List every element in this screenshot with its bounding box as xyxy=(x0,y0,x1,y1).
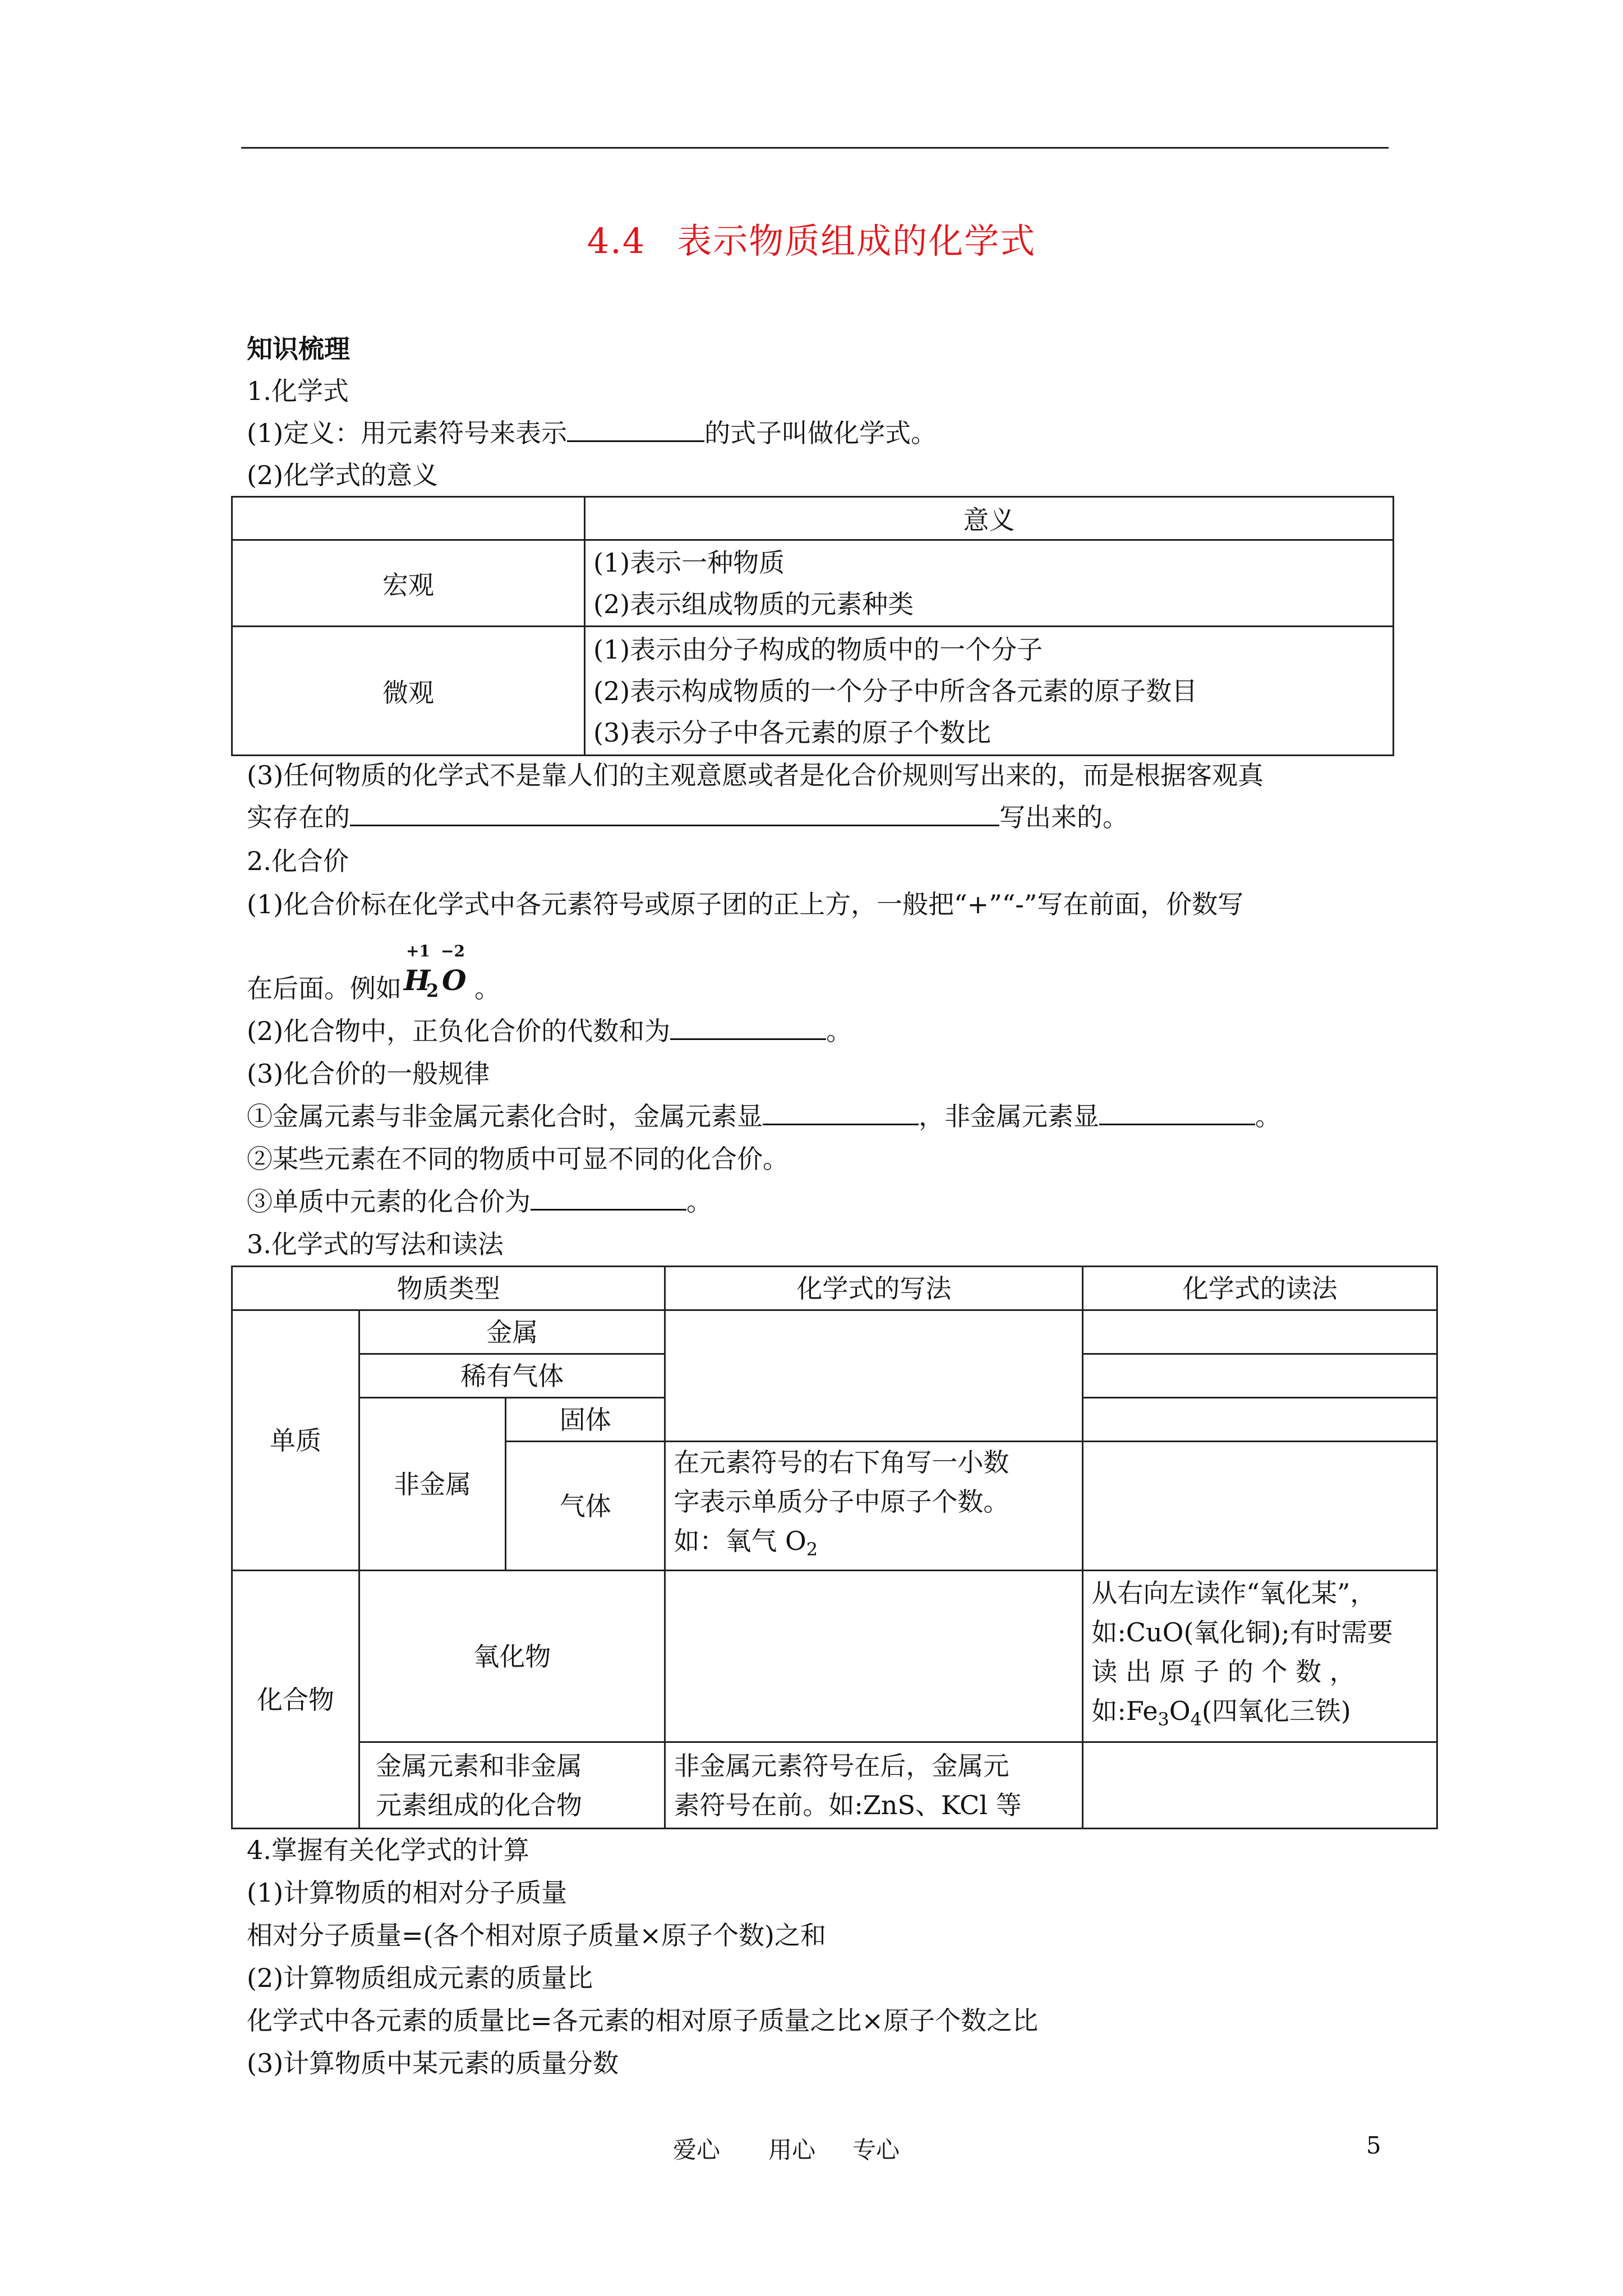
metal-nonmetal-compound-label xyxy=(359,1742,665,1829)
s2-p2 xyxy=(247,1013,852,1049)
solid-read-cell xyxy=(1083,1398,1437,1442)
gas-label: 气体 xyxy=(506,1442,665,1571)
gas-write-cell xyxy=(665,1442,1083,1571)
s1-definition xyxy=(247,415,937,451)
valence-example-formula xyxy=(402,942,474,1001)
s1-p3-after: 写出来的。 xyxy=(999,802,1128,832)
rule1-c: 。 xyxy=(1255,1101,1281,1131)
s2-p2-before: (2)化合物中，正负化合价的代数和为 xyxy=(247,1016,671,1046)
col-write: 化学式的写法 xyxy=(665,1267,1083,1310)
col-type: 物质类型 xyxy=(232,1267,665,1310)
o-symbol: O xyxy=(442,964,467,997)
gas-write-line: 在元素符号的右下角写一小数 xyxy=(674,1447,1009,1478)
fe-subscript: 3 xyxy=(1158,1709,1169,1730)
micro-label: 微观 xyxy=(232,627,585,756)
oxide-label: 氧化物 xyxy=(359,1571,665,1742)
section-heading: 知识梳理 xyxy=(247,334,350,364)
h-valence: +1 xyxy=(406,942,430,960)
s1-meaning-heading: (2)化学式的意义 xyxy=(247,460,439,490)
oxygen-example: 如：氧气 O xyxy=(674,1526,806,1556)
footer-motto-2: 用心 xyxy=(768,2136,816,2164)
s4-line: 化学式中各元素的质量比=各元素的相对原子质量之比×原子个数之比 xyxy=(247,2005,1039,2036)
meaning-table xyxy=(231,496,1394,756)
macro-item: (2)表示组成物质的元素种类 xyxy=(593,588,914,619)
s4-heading: 4.掌握有关化学式的计算 xyxy=(247,1835,529,1865)
micro-items xyxy=(585,627,1394,756)
macro-label: 宏观 xyxy=(232,540,585,627)
macro-item: (1)表示一种物质 xyxy=(593,547,785,578)
formula-table xyxy=(231,1266,1438,1829)
fe3o4-name: (四氧化三铁) xyxy=(1201,1696,1351,1726)
s4-line: (2)计算物质组成元素的质量比 xyxy=(247,1963,593,1993)
fill-blank xyxy=(350,800,999,826)
micro-item: (2)表示构成物质的一个分子中所含各元素的原子数目 xyxy=(593,675,1198,706)
s2-p1-after: 。 xyxy=(474,973,500,1004)
fill-blank xyxy=(1099,1099,1255,1125)
elemental-label: 单质 xyxy=(232,1310,359,1571)
page-title xyxy=(0,213,1623,263)
s2-p1-line1: (1)化合价标在化学式中各元素符号或原子团的正上方，一般把“+”“-”写在前面，价数写 xyxy=(247,889,1244,919)
mn-line: 金属元素和非金属 xyxy=(376,1750,582,1781)
metal-label: 金属 xyxy=(359,1310,665,1354)
fill-blank xyxy=(567,416,704,442)
s1-p3-before: 实存在的 xyxy=(247,802,350,832)
s1-heading: 1.化学式 xyxy=(247,376,349,406)
mn-write-line: 非金属元素符号在后，金属元 xyxy=(674,1750,1009,1781)
s1-p3-line1: (3)任何物质的化学式不是靠人们的主观意愿或者是化合价规则写出来的，而是根据客观真 xyxy=(247,760,1264,790)
o-symbol-eg: O xyxy=(1169,1696,1191,1726)
s2-p1-before: 在后面。例如 xyxy=(247,973,402,1004)
s2-rule2: ②某些元素在不同的物质中可显不同的化合价。 xyxy=(247,1144,789,1174)
noble-gas-read-cell xyxy=(1083,1354,1437,1398)
fill-blank xyxy=(670,1014,826,1040)
title-text: 表示物质组成的化学式 xyxy=(677,220,1036,261)
noble-gas-label: 稀有气体 xyxy=(359,1354,665,1398)
s1-def-before: (1)定义：用元素符号来表示 xyxy=(247,418,568,448)
s4-line: (3)计算物质中某元素的质量分数 xyxy=(247,2048,619,2078)
oxide-read-line: 如:CuO(氧化铜);有时需要 xyxy=(1091,1617,1393,1648)
gas-read-cell xyxy=(1083,1442,1437,1571)
footer-motto-3: 专心 xyxy=(852,2136,900,2164)
s2-heading: 2.化合价 xyxy=(247,846,349,876)
title-number: 4.4 xyxy=(587,220,646,261)
fill-blank xyxy=(763,1099,919,1125)
nonmetal-label: 非金属 xyxy=(359,1398,506,1571)
header-rule xyxy=(241,147,1389,149)
mn-line: 元素组成的化合物 xyxy=(376,1789,582,1820)
s4-line: (1)计算物质的相对分子质量 xyxy=(247,1878,568,1908)
meaning-table-corner xyxy=(232,497,585,540)
gas-write-example xyxy=(674,1521,1074,1569)
s2-rule3 xyxy=(247,1184,712,1220)
footer-motto-1: 爱心 xyxy=(673,2136,721,2164)
micro-item: (1)表示由分子构成的物质中的一个分子 xyxy=(593,634,1043,665)
rule1-b: ，非金属元素显 xyxy=(919,1101,1099,1131)
elemental-write-cell xyxy=(665,1310,1083,1442)
oxygen-subscript: 2 xyxy=(806,1539,818,1560)
metal-read-cell xyxy=(1083,1310,1437,1354)
metal-nonmetal-read-cell xyxy=(1083,1742,1437,1829)
meaning-col-header: 意义 xyxy=(585,497,1394,540)
oxide-read-example xyxy=(1091,1691,1428,1739)
s1-def-after: 的式子叫做化学式。 xyxy=(704,418,937,448)
gas-write-line: 字表示单质分子中原子个数。 xyxy=(674,1487,1009,1517)
oxide-read-line: 从右向左读作“氧化某”， xyxy=(1091,1578,1376,1608)
fe-symbol: 如:Fe xyxy=(1091,1696,1158,1726)
o-subscript-eg: 4 xyxy=(1190,1709,1202,1730)
s2-p2-after: 。 xyxy=(826,1016,852,1046)
s2-rule1 xyxy=(247,1098,1281,1134)
oxide-read-line: 读 出 原 子 的 个 数 ， xyxy=(1091,1657,1355,1687)
fill-blank xyxy=(531,1184,686,1211)
rule3-a: ③单质中元素的化合价为 xyxy=(247,1186,531,1217)
metal-nonmetal-write-cell xyxy=(665,1742,1083,1829)
s3-heading: 3.化学式的写法和读法 xyxy=(247,1229,504,1259)
mn-write-line: 素符号在前。如:ZnS、KCl 等 xyxy=(674,1789,1022,1820)
col-read: 化学式的读法 xyxy=(1083,1267,1437,1310)
h-symbol: H xyxy=(404,964,431,997)
s1-p3-line2 xyxy=(247,799,1128,835)
macro-items xyxy=(585,540,1394,627)
h-subscript: 2 xyxy=(426,980,439,1001)
s2-p3: (3)化合价的一般规律 xyxy=(247,1059,490,1089)
rule3-b: 。 xyxy=(686,1186,712,1217)
micro-item: (3)表示分子中各元素的原子个数比 xyxy=(593,717,992,748)
o-valence: −2 xyxy=(441,942,465,960)
s4-line: 相对分子质量=(各个相对原子质量×原子个数)之和 xyxy=(247,1920,826,1950)
oxide-write-cell xyxy=(665,1571,1083,1742)
page-number: 5 xyxy=(1366,2132,1381,2159)
compound-label: 化合物 xyxy=(232,1571,359,1829)
solid-label: 固体 xyxy=(506,1398,665,1442)
rule1-a: ①金属元素与非金属元素化合时，金属元素显 xyxy=(247,1101,763,1131)
oxide-read-cell xyxy=(1083,1571,1437,1742)
s2-p1-line2 xyxy=(247,942,500,1006)
